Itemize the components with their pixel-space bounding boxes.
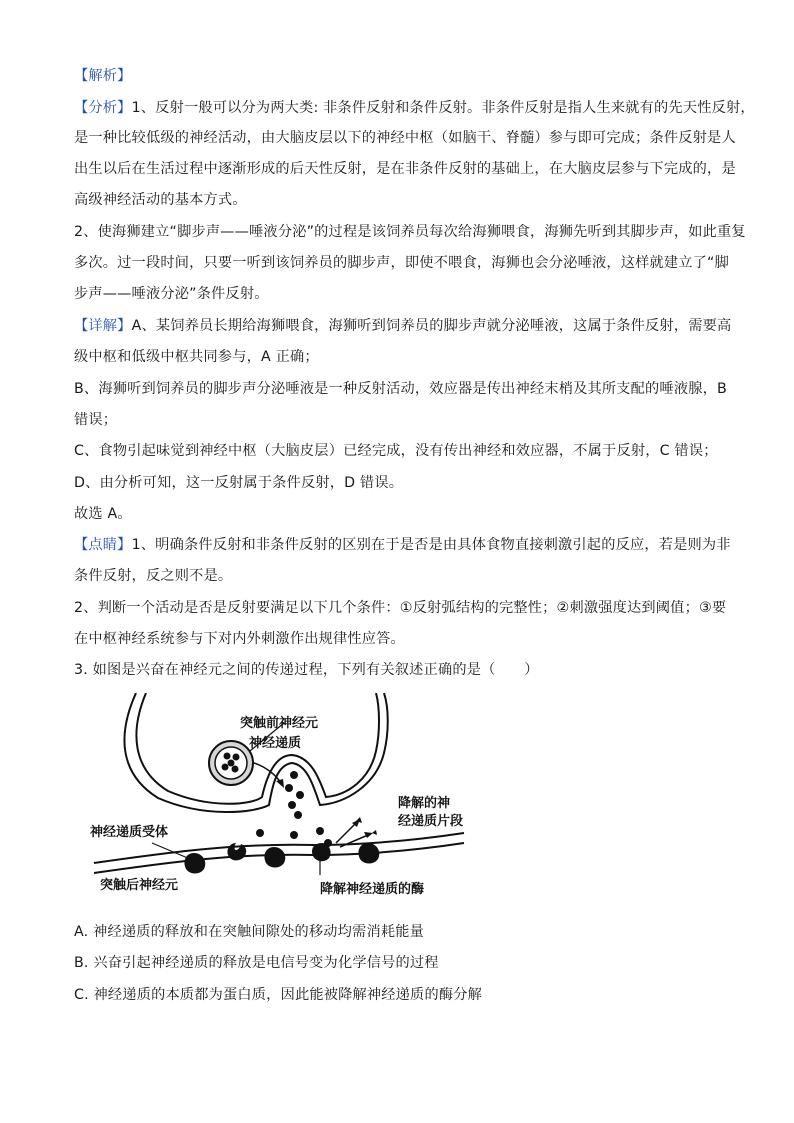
detail-line-5: C、食物引起味觉到神经中枢（大脑皮层）已经完成，没有传出神经和效应器，不属于反射，C 错误； (74, 443, 718, 459)
synapse-figure (84, 693, 484, 903)
option-c: C. 神经递质的本质都为蛋白质，因此能被降解神经递质的酶分解 (74, 987, 482, 1003)
tips-tag: 【点睛】 (74, 537, 132, 553)
tips-line-2: 条件反射，反之则不是。 (74, 568, 233, 584)
analysis-line-4: 高级神经活动的基本方式。 (74, 192, 247, 208)
detail-line-6: D、由分析可知，这一反射属于条件反射，D 错误。 (74, 475, 404, 491)
analysis-line-7: 步声——唾液分泌”条件反射。 (74, 286, 269, 302)
option-a: A. 神经递质的释放和在突触间隙处的移动均需消耗能量 (74, 924, 424, 940)
label-postsynaptic: 突触后神经元 (100, 878, 179, 893)
analysis-line-2: 是一种比较低级的神经活动，由大脑皮层以下的神经中枢（如脑干、脊髓）参与即可完成；条件反射是人 (74, 130, 736, 146)
label-fragments-1: 降解的神 (398, 796, 451, 811)
analysis-tag: 【分析】 (74, 100, 132, 116)
analysis-line-5: 2、使海狮建立“脚步声——唾液分泌”的过程是该饲养员每次给海狮喂食，海狮先听到其脚步声，如此重复 (74, 224, 746, 240)
detail-line-2: 级中枢和低级中枢共同参与，A 正确； (74, 349, 319, 365)
label-enzyme: 降解神经递质的酶 (320, 882, 425, 897)
detail-line-4: 错误； (74, 412, 118, 428)
tips-line-3: 2、判断一个活动是否是反射要满足以下几个条件：①反射弧结构的完整性；②刺激强度达到阈值；③要 (74, 600, 727, 616)
detail-line-1: 【详解】A、某饲养员长期给海狮喂食，海狮听到饲养员的脚步声就分泌唾液，这属于条件反射，需要高 (74, 318, 732, 334)
question-stem: 3. 如图是兴奋在神经元之间的传递过程，下列有关叙述正确的是（ ） (74, 662, 539, 678)
label-presynaptic: 突触前神经元 (240, 716, 319, 731)
detail-line-3: B、海狮听到饲养员的脚步声分泌唾液是一种反射活动，效应器是传出神经末梢及其所支配的唾液腺，B (74, 381, 727, 397)
analysis-line-6: 多次。过一段时间，只要一听到该饲养员的脚步声，即使不喂食，海狮也会分泌唾液，这样就建立了“脚 (74, 255, 729, 271)
tips-line-4: 在中枢神经系统参与下对内外刺激作出规律性应答。 (74, 631, 405, 647)
tips-line-1: 【点睛】1、明确条件反射和非条件反射的区别在于是否是由具体食物直接刺激引起的反应，若是则为非 (74, 537, 731, 553)
detail-conclusion: 故选 A。 (74, 506, 132, 522)
analysis-line-3: 出生以后在生活过程中逐渐形成的后天性反射，是在非条件反射的基础上，在大脑皮层参与下完成的，是 (74, 161, 736, 177)
label-receptor: 神经递质受体 (90, 825, 169, 840)
detail-tag: 【详解】 (74, 318, 132, 334)
label-fragments-2: 经递质片段 (398, 814, 464, 829)
analysis-line-1: 【分析】1、反射一般可以分为两大类: 非条件反射和条件反射。非条件反射是指人生来就有的先天性反射， (74, 100, 755, 116)
label-neurotransmitter: 神经递质 (249, 736, 302, 751)
section-tag: 【解析】 (74, 68, 132, 84)
option-b: B. 兴奋引起神经递质的释放是电信号变为化学信号的过程 (74, 955, 439, 971)
